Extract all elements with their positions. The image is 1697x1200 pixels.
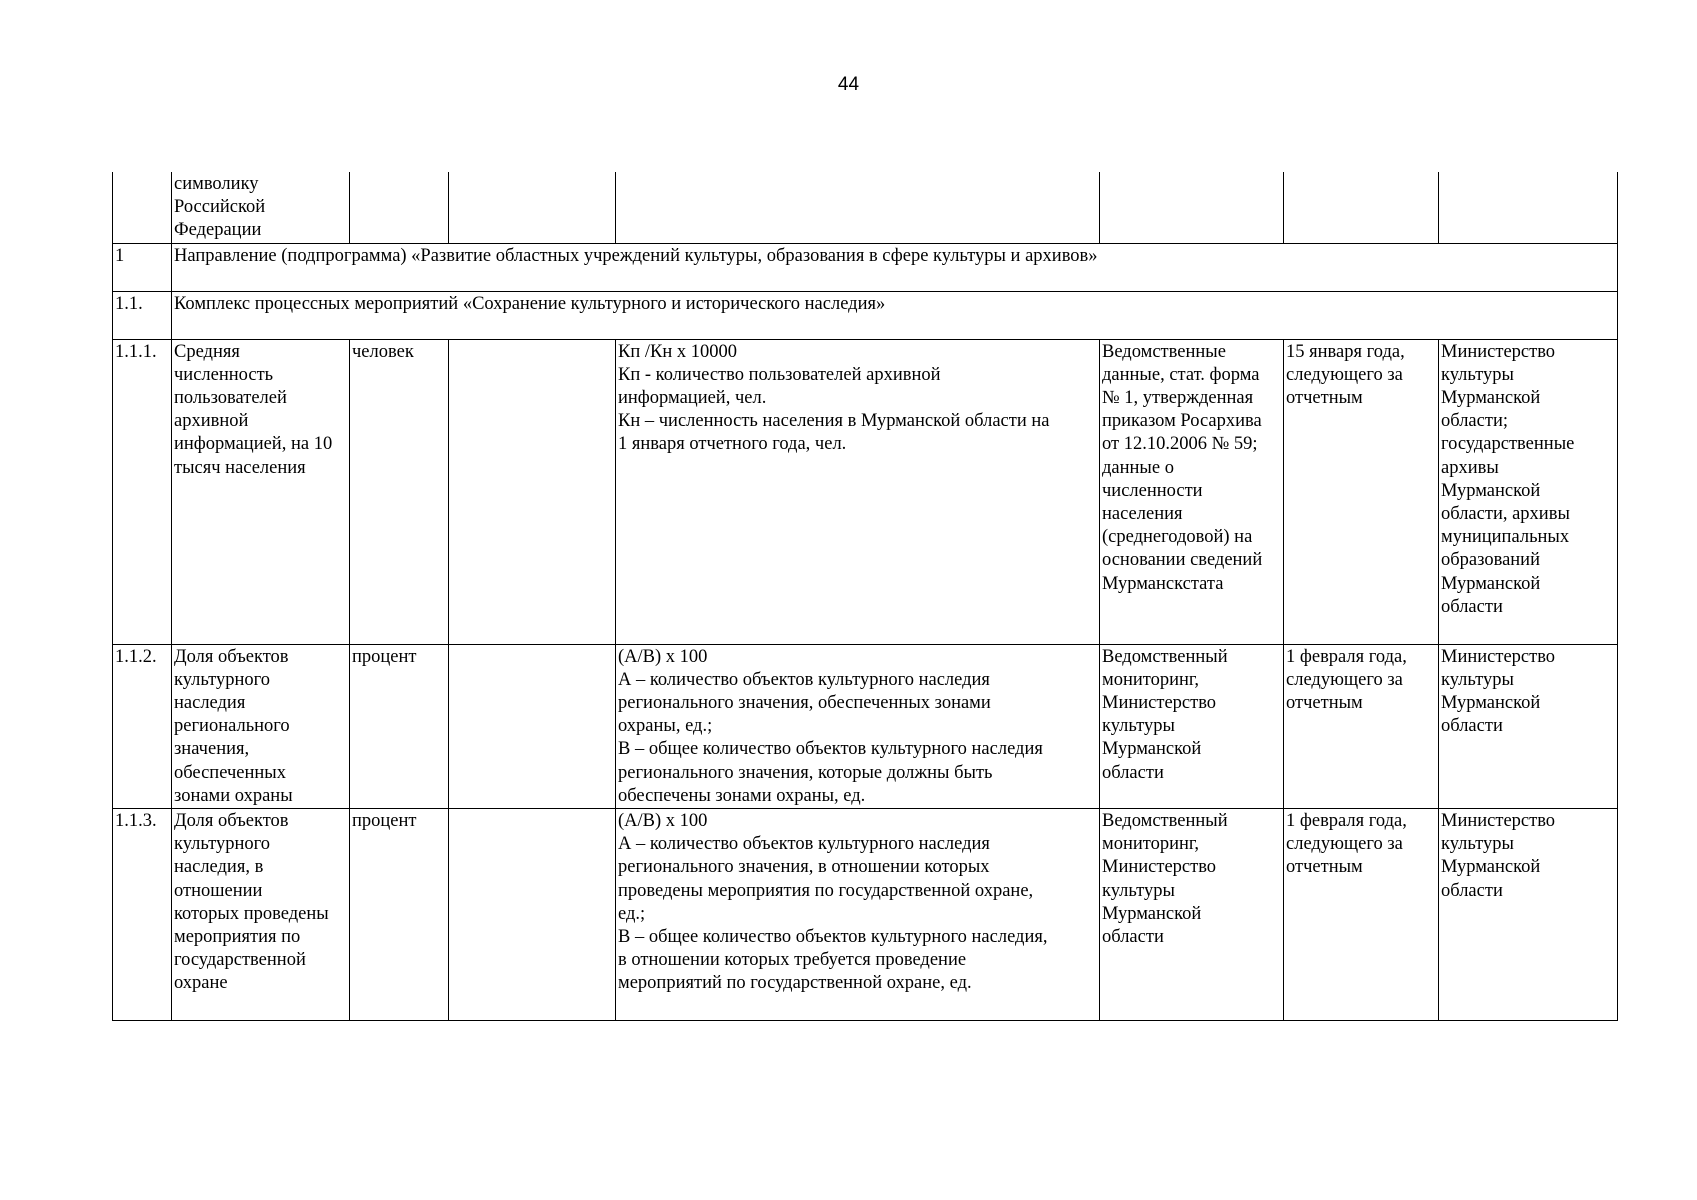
cell-indicator-name: символику Российской Федерации: [172, 172, 350, 243]
table-row: [113, 339, 1618, 644]
cell-empty: [449, 339, 616, 644]
cell-deadline: [1284, 172, 1439, 243]
cell-formula: (А/В) х 100 А – количество объектов культурного наследия регионального значения, обеспеченных зонами охраны, ед.; В – общее количество объектов культурного наследия регионального значения, которые должны быть обеспечены зонами охраны, ед.: [616, 644, 1100, 808]
section-row: [113, 243, 1618, 291]
cell-responsible: Министерство культуры Мурманской области; государственные архивы Мурманской области, архивы муниципальных образований Мурманской области: [1439, 339, 1618, 644]
cell-indicator-name: Доля объектов культурного наследия, в отношении которых проведены мероприятия по государственной охране: [172, 809, 350, 1021]
table-row: [113, 172, 1618, 243]
cell-unit: человек: [350, 339, 449, 644]
indicators-table: [112, 172, 1618, 1021]
subsection-title: Комплекс процессных мероприятий «Сохранение культурного и исторического наследия»: [172, 291, 1618, 339]
cell-formula: Кп /Кн х 10000 Кп - количество пользователей архивной информацией, чел. Кн – численность населения в Мурманской области на 1 января отчетного года, чел.: [616, 339, 1100, 644]
cell-unit: [350, 172, 449, 243]
cell-indicator-name: Доля объектов культурного наследия регионального значения, обеспеченных зонами охраны: [172, 644, 350, 808]
cell-source: Ведомственный мониторинг, Министерство культуры Мурманской области: [1100, 644, 1284, 808]
cell-source: Ведомственный мониторинг, Министерство культуры Мурманской области: [1100, 809, 1284, 1021]
cell-empty: [449, 809, 616, 1021]
cell-deadline: 1 февраля года, следующего за отчетным: [1284, 809, 1439, 1021]
table-row: [113, 644, 1618, 808]
cell-deadline: 1 февраля года, следующего за отчетным: [1284, 644, 1439, 808]
cell-empty: [449, 644, 616, 808]
page-number: 44: [837, 74, 860, 95]
table-row: [113, 809, 1618, 1021]
cell-number: [113, 172, 172, 243]
cell-indicator-name: Средняя численность пользователей архивной информацией, на 10 тысяч населения: [172, 339, 350, 644]
cell-formula: [616, 172, 1100, 243]
section-title: Направление (подпрограмма) «Развитие областных учреждений культуры, образования в сфере культуры и архивов»: [172, 243, 1618, 291]
cell-number: 1.1.1.: [113, 339, 172, 644]
cell-formula: (А/В) х 100 А – количество объектов культурного наследия регионального значения, в отношении которых проведены мероприятия по государственной охране, ед.; В – общее количество объектов культурного наследия, в отношении которых требуется проведение мероприятий по государственной охране, ед.: [616, 809, 1100, 1021]
cell-responsible: Министерство культуры Мурманской области: [1439, 644, 1618, 808]
cell-deadline: 15 января года, следующего за отчетным: [1284, 339, 1439, 644]
cell-empty: [449, 172, 616, 243]
cell-number: 1.1.3.: [113, 809, 172, 1021]
cell-unit: процент: [350, 644, 449, 808]
cell-source: [1100, 172, 1284, 243]
cell-number: 1.1.2.: [113, 644, 172, 808]
cell-number: 1.1.: [113, 291, 172, 339]
cell-unit: процент: [350, 809, 449, 1021]
cell-number: 1: [113, 243, 172, 291]
subsection-row: [113, 291, 1618, 339]
cell-responsible: Министерство культуры Мурманской области: [1439, 809, 1618, 1021]
cell-responsible: [1439, 172, 1618, 243]
cell-source: Ведомственные данные, стат. форма № 1, утвержденная приказом Росархива от 12.10.2006 № 59; данные о численности населения (среднегодовой) на основании сведений Мурманскстата: [1100, 339, 1284, 644]
